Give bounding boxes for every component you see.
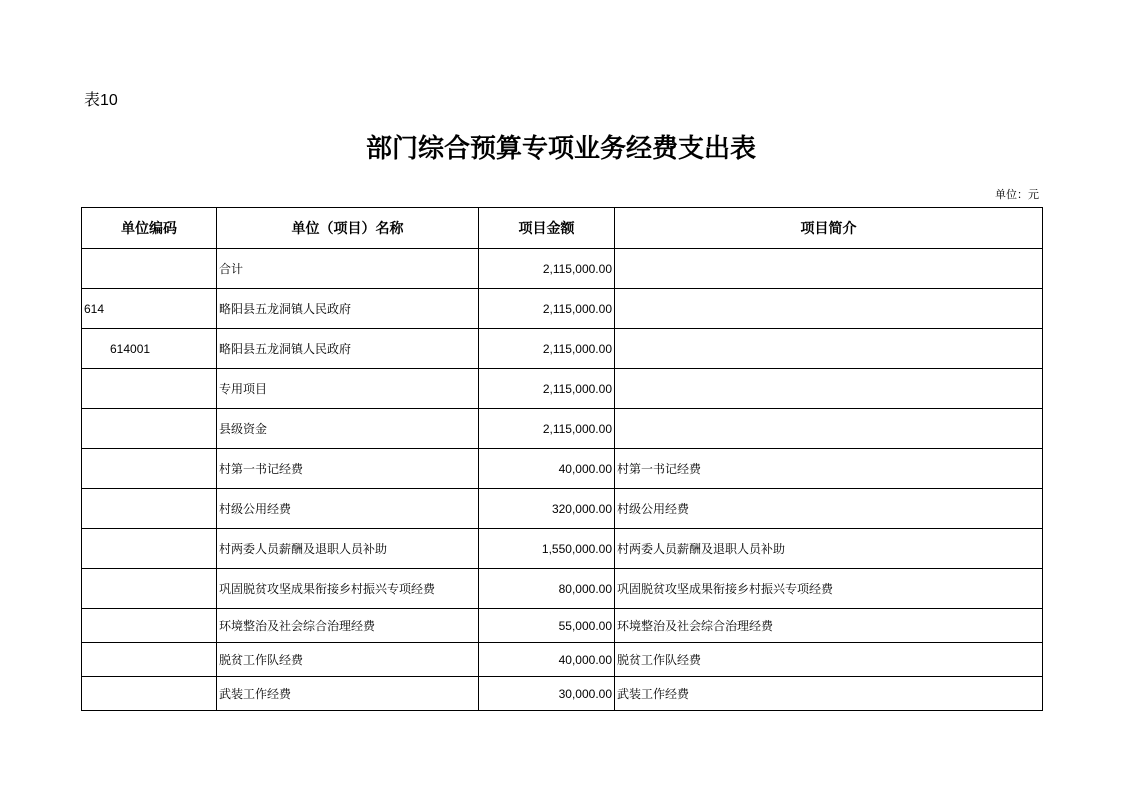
- description-cell: [615, 249, 1043, 289]
- column-header-description: 项目简介: [615, 208, 1043, 249]
- amount-cell: 2,115,000.00: [479, 249, 615, 289]
- amount-cell: 1,550,000.00: [479, 529, 615, 569]
- table-row: [82, 289, 1043, 329]
- column-header-amount: 项目金额: [479, 208, 615, 249]
- project-name-cell: 合计: [217, 249, 479, 289]
- column-header-name: 单位（项目）名称: [217, 208, 479, 249]
- project-name-cell: 略阳县五龙洞镇人民政府: [217, 329, 479, 369]
- amount-cell: 2,115,000.00: [479, 409, 615, 449]
- table-row: [82, 329, 1043, 369]
- project-name-cell: 专用项目: [217, 369, 479, 409]
- table-row: [82, 609, 1043, 643]
- amount-cell: 55,000.00: [479, 609, 615, 643]
- description-cell: 村第一书记经费: [615, 449, 1043, 489]
- project-name-cell: 脱贫工作队经费: [217, 643, 479, 677]
- table-row: [82, 677, 1043, 711]
- description-cell: 村级公用经费: [615, 489, 1043, 529]
- unit-code-cell: [82, 449, 217, 489]
- unit-code-cell: [82, 249, 217, 289]
- unit-code-cell: [82, 643, 217, 677]
- amount-cell: 30,000.00: [479, 677, 615, 711]
- amount-cell: 2,115,000.00: [479, 329, 615, 369]
- amount-cell: 2,115,000.00: [479, 289, 615, 329]
- page-title: 部门综合预算专项业务经费支出表: [365, 134, 756, 164]
- project-name-cell: 巩固脱贫攻坚成果衔接乡村振兴专项经费: [217, 569, 479, 609]
- description-cell: 脱贫工作队经费: [615, 643, 1043, 677]
- amount-cell: 2,115,000.00: [479, 369, 615, 409]
- unit-code-cell: [82, 569, 217, 609]
- unit-code-cell: [82, 677, 217, 711]
- project-name-cell: 村两委人员薪酬及退职人员补助: [217, 529, 479, 569]
- project-name-cell: 略阳县五龙洞镇人民政府: [217, 289, 479, 329]
- table-row: [82, 569, 1043, 609]
- description-cell: 巩固脱贫攻坚成果衔接乡村振兴专项经费: [615, 569, 1043, 609]
- table-row: [82, 449, 1043, 489]
- unit-code-cell: [82, 409, 217, 449]
- unit-code-cell: [82, 529, 217, 569]
- unit-code-cell: 614: [82, 289, 217, 329]
- amount-cell: 320,000.00: [479, 489, 615, 529]
- project-name-cell: 村级公用经费: [217, 489, 479, 529]
- description-cell: 村两委人员薪酬及退职人员补助: [615, 529, 1043, 569]
- amount-cell: 40,000.00: [479, 643, 615, 677]
- table-header-row: [82, 208, 1043, 249]
- description-cell: [615, 329, 1043, 369]
- description-cell: [615, 369, 1043, 409]
- unit-code-cell: 614001: [82, 329, 217, 369]
- unit-code-cell: [82, 609, 217, 643]
- table-row: [82, 643, 1043, 677]
- description-cell: [615, 409, 1043, 449]
- table-row: [82, 529, 1043, 569]
- table-row: [82, 249, 1043, 289]
- project-name-cell: 武装工作经费: [217, 677, 479, 711]
- table-row: [82, 489, 1043, 529]
- unit-label: 单位：元: [995, 188, 1039, 201]
- table-number: 表10: [84, 92, 118, 109]
- unit-code-cell: [82, 489, 217, 529]
- unit-code-cell: [82, 369, 217, 409]
- amount-cell: 40,000.00: [479, 449, 615, 489]
- table-row: [82, 369, 1043, 409]
- description-cell: [615, 289, 1043, 329]
- budget-table: [81, 207, 1043, 711]
- project-name-cell: 村第一书记经费: [217, 449, 479, 489]
- column-header-code: 单位编码: [82, 208, 217, 249]
- table-row: [82, 409, 1043, 449]
- amount-cell: 80,000.00: [479, 569, 615, 609]
- project-name-cell: 环境整治及社会综合治理经费: [217, 609, 479, 643]
- project-name-cell: 县级资金: [217, 409, 479, 449]
- description-cell: 环境整治及社会综合治理经费: [615, 609, 1043, 643]
- description-cell: 武装工作经费: [615, 677, 1043, 711]
